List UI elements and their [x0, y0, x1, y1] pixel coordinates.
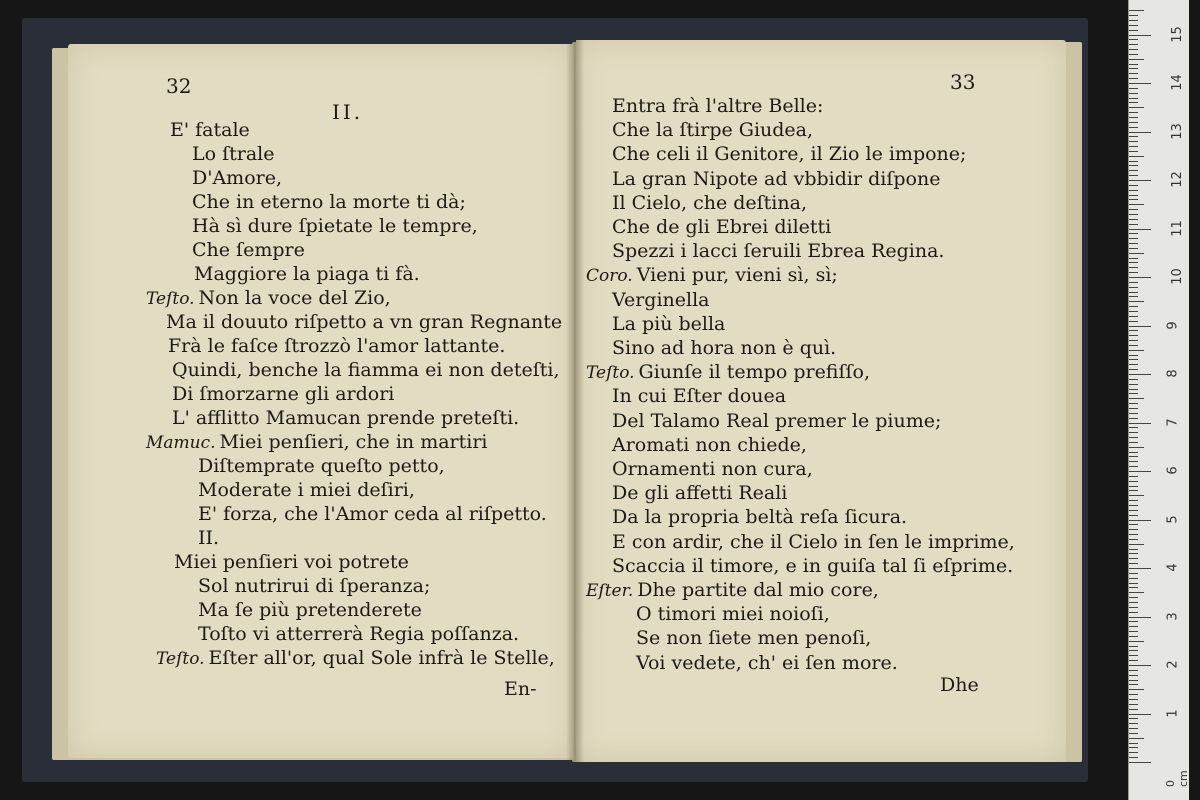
ruler-tick: [1129, 689, 1144, 690]
ruler-tick: [1129, 379, 1138, 380]
ruler-tick: [1129, 68, 1138, 69]
verse-text: Miei penſieri voi potrete: [174, 551, 409, 573]
ruler-tick: [1129, 617, 1151, 618]
ruler-tick: [1129, 413, 1138, 414]
verse-text: Aromati non chiede,: [612, 433, 807, 456]
left-page-line: [172, 358, 559, 382]
left-page-line: [198, 574, 430, 598]
page-number-right: 33: [950, 70, 976, 94]
ruler-tick: [1129, 335, 1138, 336]
ruler-unit: 0 cm: [1164, 770, 1190, 787]
ruler-tick: [1129, 233, 1138, 234]
ruler-tick: [1129, 229, 1151, 230]
ruler-tick: [1129, 161, 1138, 162]
right-page-line: [612, 505, 907, 529]
ruler-tick: [1129, 680, 1138, 681]
ruler-tick: [1129, 88, 1138, 89]
ruler-label: 5: [1165, 514, 1181, 524]
ruler-tick: [1129, 117, 1138, 118]
measuring-ruler: [1128, 0, 1189, 800]
left-page-line: [192, 214, 478, 238]
ruler-tick: [1129, 641, 1144, 642]
ruler-tick: [1129, 107, 1144, 108]
ruler-tick: [1129, 670, 1138, 671]
ruler-tick: [1129, 219, 1138, 220]
ruler-tick: [1129, 563, 1138, 564]
ruler-tick: [1129, 626, 1138, 627]
left-page-line: [198, 478, 415, 502]
ruler-label: 7: [1165, 417, 1181, 427]
ruler-tick: [1129, 568, 1151, 569]
ruler-tick: [1129, 180, 1151, 181]
ruler-tick: [1129, 665, 1151, 666]
right-page-line: [612, 142, 966, 166]
ruler-tick: [1129, 10, 1144, 11]
ruler-tick: [1129, 364, 1138, 365]
ruler-tick: [1129, 195, 1138, 196]
ruler-tick: [1129, 573, 1138, 574]
ruler-tick: [1129, 728, 1138, 729]
right-page-line: [612, 191, 807, 215]
ruler-tick: [1129, 597, 1138, 598]
ruler-tick: [1129, 78, 1138, 79]
ruler-tick: [1129, 146, 1138, 147]
ruler-tick: [1129, 704, 1138, 705]
ruler-tick: [1129, 738, 1144, 739]
left-page-line: [174, 550, 409, 574]
left-page-line: [192, 166, 282, 190]
ruler-tick: [1129, 714, 1151, 715]
ruler-tick: [1129, 684, 1138, 685]
left-page-line: [146, 286, 391, 311]
ruler-tick: [1129, 587, 1138, 588]
ruler-tick: [1129, 621, 1138, 622]
ruler-tick: [1129, 583, 1138, 584]
ruler-tick: [1129, 398, 1144, 399]
left-page-line: [192, 142, 275, 166]
ruler-tick: [1129, 495, 1144, 496]
book-gutter: [566, 40, 584, 762]
verse-text: Quindi, benche la fiamma ei non deteſti,: [172, 359, 560, 381]
ruler-tick: [1129, 20, 1138, 21]
right-page-line: [586, 578, 879, 603]
ruler-tick: [1129, 175, 1138, 176]
speaker-label: Coro.: [586, 266, 633, 287]
verse-text: In cui Eſter douea: [612, 385, 787, 408]
ruler-tick: [1129, 330, 1138, 331]
ruler-tick: [1129, 437, 1138, 438]
verse-text: L' afflitto Mamucan prende preteſti.: [172, 407, 520, 429]
ruler-tick: [1129, 636, 1138, 637]
verse-text: Maggiore la piaga ti fà.: [194, 263, 420, 285]
right-page-line: [612, 384, 786, 408]
ruler-tick: [1129, 389, 1138, 390]
ruler-label: 3: [1165, 611, 1181, 621]
ruler-tick: [1129, 694, 1138, 695]
right-page-line: [612, 409, 941, 433]
speaker-label: Teſto.: [586, 363, 635, 384]
speaker-label: Mamuc.: [146, 433, 216, 453]
ruler-tick: [1129, 54, 1138, 55]
verse-text: Che la ſtirpe Giudea,: [612, 119, 814, 142]
ruler-tick: [1129, 64, 1138, 65]
right-page-line: [612, 457, 813, 481]
left-page-line: [198, 526, 219, 550]
ruler-tick: [1129, 73, 1138, 74]
verse-text: Dhe partite dal mio core,: [637, 579, 879, 601]
ruler-tick: [1129, 655, 1138, 656]
ruler-tick: [1129, 311, 1138, 312]
verse-text: La gran Nipote ad vbbidir diſpone: [612, 167, 941, 190]
catchword-left: En-: [504, 678, 537, 700]
ruler-tick: [1129, 452, 1138, 453]
ruler-tick: [1129, 650, 1138, 651]
verse-text: Da la propria beltà reſa ſicura.: [612, 506, 908, 529]
left-page-line: [146, 430, 488, 455]
ruler-tick: [1129, 25, 1138, 26]
verse-text: Giunſe il tempo prefiſſo,: [638, 361, 871, 384]
speaker-label: Eſter.: [586, 581, 634, 601]
ruler-tick: [1129, 432, 1138, 433]
ruler-tick: [1129, 369, 1138, 370]
ruler-tick: [1129, 510, 1138, 511]
left-page-line: [172, 406, 519, 430]
ruler-tick: [1129, 374, 1151, 375]
ruler-tick: [1129, 199, 1138, 200]
verse-text: Spezzi i lacci ſeruili Ebrea Regina.: [612, 240, 945, 263]
ruler-tick: [1129, 98, 1138, 99]
ruler-tick: [1129, 384, 1138, 385]
right-page-line: [612, 481, 787, 505]
ruler-tick: [1129, 49, 1138, 50]
ruler-tick: [1129, 262, 1138, 263]
verse-text: Se non ſiete men penoſi,: [636, 627, 872, 650]
ruler-tick: [1129, 316, 1138, 317]
ruler-tick: [1129, 752, 1138, 753]
ruler-tick: [1129, 481, 1138, 482]
left-page-line: [198, 454, 445, 478]
ruler-tick: [1129, 127, 1138, 128]
ruler-tick: [1129, 102, 1138, 103]
ruler-tick: [1129, 112, 1138, 113]
ruler-tick: [1129, 93, 1138, 94]
ruler-tick: [1129, 185, 1138, 186]
ruler-tick: [1129, 549, 1138, 550]
catchword-right: Dhe: [940, 674, 979, 696]
ruler-tick: [1129, 403, 1138, 404]
ruler-tick: [1129, 486, 1138, 487]
ruler-tick: [1129, 476, 1138, 477]
right-page-line: [612, 433, 807, 457]
verse-text: Hà sì dure ſpietate le tempre,: [192, 215, 478, 237]
right-page-line: [612, 554, 1013, 578]
verse-text: Toſto vi atterrerà Regia poſſanza.: [198, 623, 520, 645]
left-page-line: [192, 190, 466, 214]
ruler-label: 13: [1169, 122, 1185, 140]
ruler-tick: [1129, 156, 1144, 157]
ruler-tick: [1129, 723, 1138, 724]
ruler-tick: [1129, 544, 1144, 545]
ruler-tick: [1129, 359, 1138, 360]
section-number: II.: [332, 100, 364, 124]
ruler-tick: [1129, 355, 1138, 356]
verse-text: Che ſempre: [192, 239, 305, 261]
verse-text: Sol nutrirui di ſperanza;: [198, 575, 431, 597]
ruler-tick: [1129, 423, 1151, 424]
verse-text: Di ſmorzarne gli ardori: [172, 383, 395, 405]
speaker-label: Teſto.: [146, 289, 195, 309]
ruler-tick: [1129, 747, 1138, 748]
verse-text: La più bella: [612, 312, 726, 335]
ruler-tick: [1129, 393, 1138, 394]
ruler-tick: [1129, 292, 1138, 293]
verse-text: Scaccia il timore, e in guiſa tal ſi eſprime.: [612, 554, 1014, 577]
right-page-line: [586, 360, 870, 385]
ruler-tick: [1129, 306, 1138, 307]
ruler-tick: [1129, 272, 1138, 273]
ruler-tick: [1129, 253, 1144, 254]
ruler-tick: [1129, 490, 1138, 491]
left-page-line: [170, 118, 250, 142]
verse-text: Diſtemprate queſto petto,: [198, 455, 445, 477]
ruler-tick: [1129, 534, 1138, 535]
ruler-tick: [1129, 151, 1138, 152]
ruler-tick: [1129, 660, 1138, 661]
right-page-line: [612, 530, 1015, 554]
left-page-line: [198, 502, 547, 526]
verse-text: Ma il douuto riſpetto a vn gran Regnante: [166, 311, 563, 333]
right-page-line: [636, 651, 898, 675]
ruler-tick: [1129, 539, 1138, 540]
left-page: [68, 44, 574, 758]
left-page-line: [172, 382, 394, 406]
ruler-tick: [1129, 456, 1138, 457]
ruler-tick: [1129, 757, 1138, 758]
ruler-tick: [1129, 345, 1138, 346]
ruler-tick: [1129, 447, 1144, 448]
ruler-tick: [1129, 592, 1144, 593]
verse-text: II.: [198, 527, 220, 549]
ruler-tick: [1129, 515, 1138, 516]
ruler-tick: [1129, 287, 1138, 288]
ruler-label: 14: [1169, 74, 1185, 91]
verse-text: E' forza, che l'Amor ceda al riſpetto.: [198, 503, 547, 525]
ruler-tick: [1129, 558, 1138, 559]
ruler-tick: [1129, 224, 1138, 225]
ruler-tick: [1129, 122, 1138, 123]
ruler-tick: [1129, 733, 1138, 734]
verse-text: Miei penſieri, che in martiri: [219, 431, 488, 453]
ruler-tick: [1129, 15, 1138, 16]
ruler-tick: [1129, 132, 1151, 133]
ruler-tick: [1129, 471, 1151, 472]
ruler-tick: [1129, 214, 1138, 215]
ruler-tick: [1129, 520, 1151, 521]
ruler-tick: [1129, 418, 1138, 419]
ruler-tick: [1129, 524, 1138, 525]
ruler-label: 4: [1165, 563, 1181, 572]
ruler-tick: [1129, 282, 1138, 283]
page-number-left: 32: [166, 74, 192, 98]
ruler-label: 9: [1165, 320, 1181, 330]
ruler-tick: [1129, 743, 1138, 744]
ruler-label: 10: [1169, 268, 1185, 285]
ruler-tick: [1129, 529, 1138, 530]
ruler-tick: [1129, 296, 1138, 297]
ruler-tick: [1129, 461, 1138, 462]
ruler-tick: [1129, 709, 1138, 710]
verse-text: Che in eterno la morte ti dà;: [192, 191, 466, 213]
right-page: [576, 40, 1066, 762]
ruler-label: 2: [1165, 660, 1181, 669]
right-page-line: [612, 239, 944, 263]
ruler-label: 12: [1169, 171, 1185, 188]
ruler-tick: [1129, 442, 1138, 443]
right-page-line: [586, 263, 838, 288]
ruler-tick: [1129, 553, 1138, 554]
left-page-text: [68, 44, 574, 758]
ruler-tick: [1129, 165, 1138, 166]
ruler-tick: [1129, 675, 1138, 676]
ruler-tick: [1129, 243, 1138, 244]
ruler-tick: [1129, 248, 1138, 249]
ruler-tick: [1129, 301, 1144, 302]
right-page-line: [612, 118, 813, 142]
ruler-tick: [1129, 612, 1138, 613]
ruler-tick: [1129, 136, 1138, 137]
left-page-line: [156, 646, 555, 671]
ruler-tick: [1129, 427, 1138, 428]
verse-text: Voi vedete, ch' ei ſen more.: [636, 651, 898, 674]
ruler-tick: [1129, 267, 1138, 268]
ruler-tick: [1129, 408, 1138, 409]
verse-text: O timori miei noioſi,: [636, 603, 830, 626]
ruler-label: 15: [1169, 25, 1185, 43]
verse-text: Del Talamo Real premer le piume;: [612, 409, 942, 432]
right-page-line: [636, 626, 871, 650]
ruler-tick: [1129, 578, 1138, 579]
ruler-tick: [1129, 141, 1138, 142]
left-page-line: [168, 334, 505, 358]
verse-text: Lo ſtrale: [192, 143, 275, 165]
right-page-line: [612, 167, 940, 191]
verse-text: Vieni pur, vieni sì, sì;: [636, 264, 838, 287]
ruler-tick: [1129, 39, 1138, 40]
ruler-tick: [1129, 190, 1138, 191]
verse-text: Ornamenti non cura,: [612, 458, 813, 480]
ruler-tick: [1129, 321, 1138, 322]
ruler-tick: [1129, 326, 1151, 327]
verse-text: Moderate i miei deſiri,: [198, 479, 415, 501]
ruler-tick: [1129, 505, 1138, 506]
right-page-line: [612, 336, 836, 360]
ruler-tick: [1129, 646, 1138, 647]
ruler-label: 6: [1165, 466, 1181, 475]
ruler-tick: [1129, 35, 1151, 36]
ruler-tick: [1129, 699, 1138, 700]
verse-text: De gli affetti Reali: [612, 482, 788, 505]
verse-text: Che de gli Ebrei diletti: [612, 216, 832, 238]
right-page-line: [612, 215, 831, 239]
verse-text: Il Cielo, che deſtina,: [612, 191, 807, 214]
verse-text: Eſter all'or, qual Sole infrà le Stelle,: [208, 647, 555, 669]
left-page-line: [166, 310, 562, 334]
verse-text: E con ardir, che il Cielo in ſen le imprime,: [612, 530, 1015, 553]
ruler-tick: [1129, 238, 1138, 239]
left-page-line: [198, 598, 422, 622]
ruler-tick: [1129, 170, 1138, 171]
ruler-label: 1: [1165, 708, 1181, 718]
ruler-label: 8: [1165, 369, 1181, 378]
ruler-tick: [1129, 466, 1138, 467]
ruler-tick: [1129, 258, 1138, 259]
right-page-text: [576, 40, 1066, 762]
ruler-tick: [1129, 602, 1138, 603]
speaker-label: Teſto.: [156, 649, 205, 669]
right-page-line: [612, 94, 823, 118]
verse-text: Che celi il Genitore, il Zio le impone;: [612, 143, 967, 166]
ruler-label: 11: [1169, 219, 1185, 237]
ruler-tick: [1129, 500, 1138, 501]
right-page-line: [612, 288, 710, 312]
ruler-tick: [1129, 209, 1138, 210]
ruler-tick: [1129, 83, 1151, 84]
left-page-line: [198, 622, 519, 646]
right-page-line: [636, 602, 830, 626]
ruler-tick: [1129, 277, 1151, 278]
ruler-tick: [1129, 350, 1144, 351]
verse-text: Entra frà l'altre Belle:: [612, 95, 824, 117]
ruler-tick: [1129, 340, 1138, 341]
verse-text: Verginella: [612, 288, 710, 311]
left-page-line: [192, 238, 305, 262]
ruler-tick: [1129, 44, 1138, 45]
ruler-tick: [1129, 204, 1144, 205]
verse-text: E' fatale: [170, 119, 250, 141]
verse-text: Sino ad hora non è quì.: [612, 337, 837, 359]
ruler-tick: [1129, 30, 1138, 31]
verse-text: D'Amore,: [192, 167, 282, 189]
ruler-tick: [1129, 631, 1138, 632]
ruler-tick: [1129, 718, 1138, 719]
right-page-line: [612, 312, 725, 336]
left-page-line: [194, 262, 420, 286]
verse-text: Ma ſe più pretenderete: [198, 599, 422, 621]
verse-text: Non la voce del Zio,: [198, 287, 391, 309]
ruler-tick: [1129, 762, 1151, 763]
ruler-tick: [1129, 59, 1144, 60]
verse-text: Frà le faſce ſtrozzò l'amor lattante.: [168, 335, 506, 357]
ruler-tick: [1129, 607, 1138, 608]
